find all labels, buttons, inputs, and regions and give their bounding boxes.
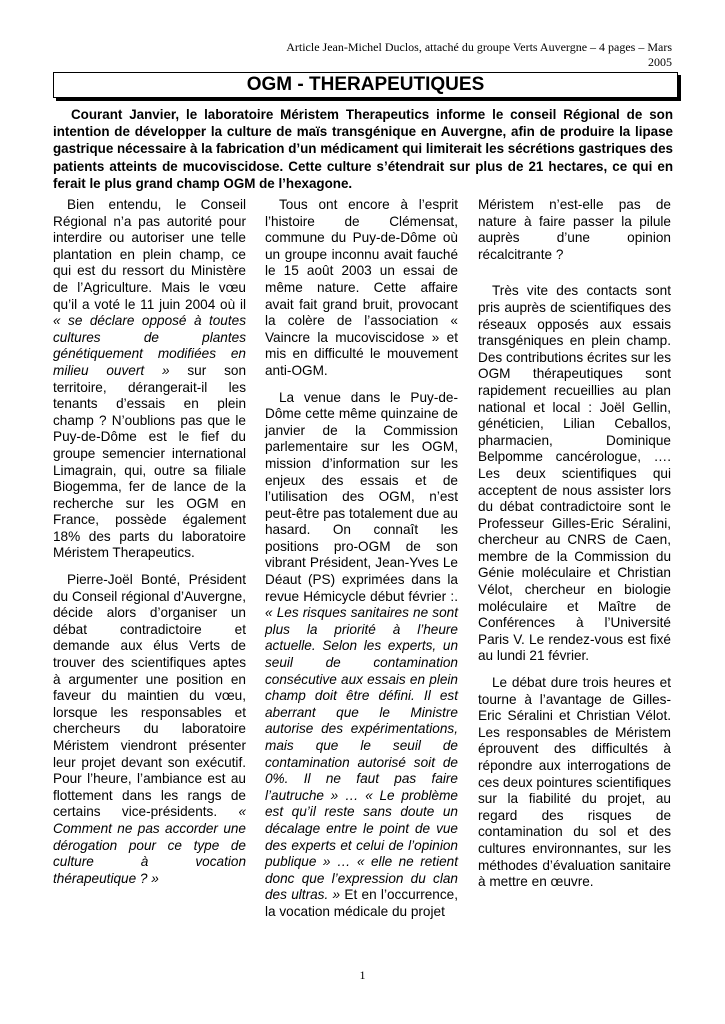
- column-2-paragraph-2: La venue dans le Puy-de-Dôme cette même quinzaine de janvier de la Commission parlementaire sur les OGM, mission d’information sur les enjeux des essais et de l’utilisation des OGM, n’est peut-être pas totalement due au hasard. On connaît les positions pro-OGM de son vibrant Président, Jean-Yves Le Déaut (PS) exprimées dans la revue Hémicycle début février :. « Les risques sanitaires ne sont plus la priorité à l’heure actuelle. Selon les experts, un seuil de contamination consécutive aux essais en plein champ doit être défini. Il est aberrant que le Ministre autorise des expérimentations, mais que le seuil de contamination autorisé soit de 0%. Il ne faut pas faire l’autruche » … « Le problème est qu’il reste sans doute un décalage entre le point de vue des experts et celui de l’opinion publique » … « elle ne retient donc que l’expression du clan des ultras. » Et en l’occurrence, la vocation médicale du projet: [265, 389, 458, 919]
- column-1-paragraph-2: Pierre-Joël Bonté, Président du Conseil régional d’Auvergne, décide alors d’organiser un débat contradictoire et demande aux élus Verts de trouver des scientifiques aptes à argumenter une position en faveur du maintien du vœu, lorsque les responsables et chercheurs du laboratoire Méristem viendront présenter leur projet devant son exécutif. Pour l’heure, l’ambiance est au flottement dans les rangs de certains vice-présidents. « Comment ne pas accorder une dérogation pour ce type de culture à vocation thérapeutique ? »: [53, 572, 246, 886]
- column-2-paragraph-1: Tous ont encore à l’esprit l’histoire de Clémensat, commune du Puy-de-Dôme où un groupe inconnu avait fauché le 15 août 2003 un essai de même nature. Cette affaire avait fait grand bruit, provocant la colère de l’association « Vaincre la mucoviscidose » et mis en difficulté le mouvement anti-OGM.: [265, 197, 458, 378]
- column-3-paragraph-3: Le débat dure trois heures et tourne à l’avantage de Gilles-Eric Séralini et Christian Vélot. Les responsables de Méristem éprouvent des difficultés à répondre aux interrogations de ces deux pointures scientifiques sur la fiabilité du projet, au regard des risques de contamination du sol et des cultures environnantes, sur les méthodes d’évaluation sanitaire à mettre en œuvre.: [478, 675, 671, 890]
- column-1-paragraph-1: Bien entendu, le Conseil Régional n’a pas autorité pour interdire ou autoriser une telle plantation en plein champ, ce qui est du ressort du Ministère de l’Agriculture. Mais le vœu qu’il a voté le 11 juin 2004 où il « se déclare opposé à toutes cultures de plantes génétiquement modifiées en milieu ouvert » sur son territoire, dérangerait-il les tenants d’essais en plein champ ? N’oublions pas que le Puy-de-Dôme est le fief du groupe semencier international Limagrain, qui, outre sa filiale Biogemma, fer de lance de la recherche sur les OGM en France, possède également 18% des parts du laboratoire Méristem Therapeutics.: [53, 197, 247, 561]
- column-2: [265, 197, 458, 931]
- page-number: 1: [359, 968, 366, 982]
- article-title: OGM - THERAPEUTIQUES: [53, 72, 678, 98]
- header-note: Article Jean-Michel Duclos, attaché du groupe Verts Auvergne – 4 pages – Mars 2005: [286, 40, 672, 69]
- lead-paragraph: Courant Janvier, le laboratoire Méristem Therapeutics informe le conseil Régional de son intention de développer la culture de maïs transgénique en Auvergne, afin de produire la lipase gastrique nécessaire à la fabrication d’un médicament qui limiterait les sécrétions gastriques des patients atteints de mucoviscidose. Cette culture s’étendrait sur plus de 21 hectares, ce qui en ferait le plus grand champ OGM de l’hexagone.: [53, 107, 673, 191]
- column-3-paragraph-2: Très vite des contacts sont pris auprès de scientifiques des réseaux opposés aux essais transgéniques en plein champ. Des contributions écrites sur les OGM thérapeutiques sont rapidement recueillies au plan national et local : Joël Gellin, généticien, Lilian Ceballos, pharmacien, Dominique Belpomme cancérologue, …. Les deux scientifiques qui acceptent de nous assister lors du débat contradictoire sont le Professeur Gilles-Eric Séralini, chercheur au CNRS de Caen, membre de la Commission du Génie moléculaire et Christian Vélot, chercheur en biologie moléculaire et Maître de Conférences à l’Université Paris V. Le rendez-vous est fixé au lundi 21 février.: [478, 283, 671, 664]
- column-3-paragraph-1: Méristem n’est-elle pas de nature à faire passer la pilule auprès d’une opinion récalcitrante ?: [478, 197, 671, 262]
- column-3: [478, 197, 671, 901]
- column-1: [53, 197, 246, 897]
